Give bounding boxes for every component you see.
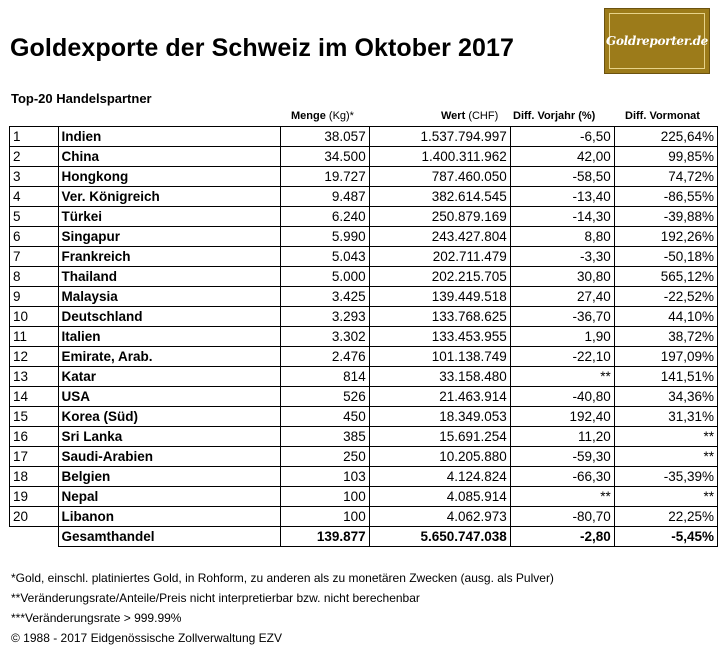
rank-cell: 17 — [10, 447, 59, 467]
diff-year-cell: -58,50 — [510, 167, 614, 187]
header-qty — [291, 110, 354, 122]
table-row — [10, 387, 718, 407]
value-cell: 4.062.973 — [369, 507, 510, 527]
header-diff-month — [625, 110, 700, 122]
total-value: 5.650.747.038 — [369, 527, 510, 547]
country-cell: Italien — [58, 327, 281, 347]
qty-cell: 38.057 — [281, 127, 369, 147]
rank-cell: 7 — [10, 247, 59, 267]
header-qty-unit: (Kg)* — [328, 110, 354, 122]
diff-year-cell: -6,50 — [510, 127, 614, 147]
rank-cell: 12 — [10, 347, 59, 367]
diff-month-cell: 225,64% — [614, 127, 717, 147]
diff-month-cell: 192,26% — [614, 227, 717, 247]
diff-month-cell: ** — [614, 487, 717, 507]
value-cell: 33.158.480 — [369, 367, 510, 387]
table-row — [10, 267, 718, 287]
total-qty: 139.877 — [281, 527, 369, 547]
table-row — [10, 407, 718, 427]
qty-cell: 2.476 — [281, 347, 369, 367]
header-value-unit: (CHF) — [468, 110, 499, 122]
qty-cell: 6.240 — [281, 207, 369, 227]
value-cell: 133.768.625 — [369, 307, 510, 327]
qty-cell: 5.043 — [281, 247, 369, 267]
diff-month-cell: -22,52% — [614, 287, 717, 307]
qty-cell: 103 — [281, 467, 369, 487]
table-row — [10, 507, 718, 527]
value-cell: 4.085.914 — [369, 487, 510, 507]
table-row — [10, 187, 718, 207]
qty-cell: 19.727 — [281, 167, 369, 187]
value-cell: 4.124.824 — [369, 467, 510, 487]
rank-cell: 8 — [10, 267, 59, 287]
diff-month-cell: 31,31% — [614, 407, 717, 427]
value-cell: 1.537.794.997 — [369, 127, 510, 147]
goldreporter-logo — [604, 8, 710, 74]
diff-month-cell: 74,72% — [614, 167, 717, 187]
qty-cell: 100 — [281, 487, 369, 507]
table-row — [10, 207, 718, 227]
diff-month-cell: 565,12% — [614, 267, 717, 287]
country-cell: Indien — [58, 127, 281, 147]
table-row — [10, 487, 718, 507]
diff-month-cell: 197,09% — [614, 347, 717, 367]
total-diff-year: -2,80 — [510, 527, 614, 547]
diff-year-cell: 42,00 — [510, 147, 614, 167]
country-cell: Korea (Süd) — [58, 407, 281, 427]
diff-year-cell: ** — [510, 487, 614, 507]
value-cell: 139.449.518 — [369, 287, 510, 307]
value-cell: 787.460.050 — [369, 167, 510, 187]
diff-year-cell: 11,20 — [510, 427, 614, 447]
rank-cell: 6 — [10, 227, 59, 247]
value-cell: 243.427.804 — [369, 227, 510, 247]
logo-text: Goldreporter.de — [606, 34, 708, 48]
diff-month-cell: -35,39% — [614, 467, 717, 487]
value-cell: 250.879.169 — [369, 207, 510, 227]
diff-year-cell: -14,30 — [510, 207, 614, 227]
rank-cell: 11 — [10, 327, 59, 347]
table-row — [10, 367, 718, 387]
page-title: Goldexporte der Schweiz im Oktober 2017 — [10, 34, 515, 62]
value-cell: 15.691.254 — [369, 427, 510, 447]
qty-cell: 450 — [281, 407, 369, 427]
country-cell: Sri Lanka — [58, 427, 281, 447]
diff-year-cell: 30,80 — [510, 267, 614, 287]
table-row — [10, 467, 718, 487]
country-cell: Thailand — [58, 267, 281, 287]
table-row — [10, 307, 718, 327]
value-cell: 101.138.749 — [369, 347, 510, 367]
value-cell: 1.400.311.962 — [369, 147, 510, 167]
rank-cell: 16 — [10, 427, 59, 447]
qty-cell: 5.990 — [281, 227, 369, 247]
country-cell: Katar — [58, 367, 281, 387]
copyright: © 1988 - 2017 Eidgenössische Zollverwaltung EZV — [11, 631, 282, 645]
diff-month-cell: 99,85% — [614, 147, 717, 167]
table-row — [10, 167, 718, 187]
footnote-3: ***Veränderungsrate > 999.99% — [11, 611, 182, 625]
header-value — [441, 110, 498, 122]
diff-year-cell: ** — [510, 367, 614, 387]
country-cell: USA — [58, 387, 281, 407]
qty-cell: 526 — [281, 387, 369, 407]
diff-month-cell: 141,51% — [614, 367, 717, 387]
footnotes — [11, 568, 554, 648]
table-subtitle: Top-20 Handelspartner — [11, 91, 152, 106]
table-row — [10, 447, 718, 467]
country-cell: Saudi-Arabien — [58, 447, 281, 467]
header-diff-year — [513, 110, 595, 122]
rank-cell: 10 — [10, 307, 59, 327]
diff-year-cell: -59,30 — [510, 447, 614, 467]
diff-year-cell: -3,30 — [510, 247, 614, 267]
total-label: Gesamthandel — [58, 527, 281, 547]
table-row — [10, 147, 718, 167]
footnote-2: **Veränderungsrate/Anteile/Preis nicht interpretierbar bzw. nicht berechenbar — [11, 591, 420, 605]
qty-cell: 9.487 — [281, 187, 369, 207]
diff-month-cell: 38,72% — [614, 327, 717, 347]
diff-year-cell: -40,80 — [510, 387, 614, 407]
rank-cell: 4 — [10, 187, 59, 207]
diff-month-cell: -86,55% — [614, 187, 717, 207]
country-cell: Deutschland — [58, 307, 281, 327]
trade-partners-table — [9, 126, 718, 547]
header-value-label: Wert — [441, 110, 466, 122]
table-row — [10, 327, 718, 347]
table-row — [10, 287, 718, 307]
country-cell: Nepal — [58, 487, 281, 507]
qty-cell: 100 — [281, 507, 369, 527]
header-diff-year-label: Diff. Vorjahr (%) — [513, 110, 596, 122]
diff-year-cell: 8,80 — [510, 227, 614, 247]
country-cell: Singapur — [58, 227, 281, 247]
table-row — [10, 347, 718, 367]
qty-cell: 250 — [281, 447, 369, 467]
value-cell: 21.463.914 — [369, 387, 510, 407]
diff-year-cell: -80,70 — [510, 507, 614, 527]
country-cell: Ver. Königreich — [58, 187, 281, 207]
rank-cell: 2 — [10, 147, 59, 167]
value-cell: 18.349.053 — [369, 407, 510, 427]
value-cell: 133.453.955 — [369, 327, 510, 347]
rank-cell: 20 — [10, 507, 59, 527]
diff-month-cell: ** — [614, 447, 717, 467]
value-cell: 382.614.545 — [369, 187, 510, 207]
qty-cell: 814 — [281, 367, 369, 387]
country-cell: Libanon — [58, 507, 281, 527]
country-cell: China — [58, 147, 281, 167]
logo-frame — [606, 13, 708, 69]
diff-year-cell: -22,10 — [510, 347, 614, 367]
diff-month-cell: 44,10% — [614, 307, 717, 327]
diff-year-cell: -66,30 — [510, 467, 614, 487]
total-diff-month: -5,45% — [614, 527, 717, 547]
rank-cell: 9 — [10, 287, 59, 307]
qty-cell: 5.000 — [281, 267, 369, 287]
country-cell: Belgien — [58, 467, 281, 487]
rank-cell: 14 — [10, 387, 59, 407]
country-cell: Türkei — [58, 207, 281, 227]
total-rank-empty — [10, 527, 59, 547]
value-cell: 202.711.479 — [369, 247, 510, 267]
rank-cell: 18 — [10, 467, 59, 487]
country-cell: Frankreich — [58, 247, 281, 267]
diff-month-cell: -50,18% — [614, 247, 717, 267]
footnote-1: *Gold, einschl. platiniertes Gold, in Rohform, zu anderen als zu monetären Zwecken (ausg. als Pulver) — [11, 571, 554, 585]
value-cell: 10.205.880 — [369, 447, 510, 467]
country-cell: Malaysia — [58, 287, 281, 307]
qty-cell: 3.425 — [281, 287, 369, 307]
table-row — [10, 427, 718, 447]
table-row — [10, 247, 718, 267]
qty-cell: 3.302 — [281, 327, 369, 347]
diff-year-cell: -36,70 — [510, 307, 614, 327]
value-cell: 202.215.705 — [369, 267, 510, 287]
header-diff-month-label: Diff. Vormonat — [625, 110, 700, 122]
diff-month-cell: ** — [614, 427, 717, 447]
qty-cell: 385 — [281, 427, 369, 447]
rank-cell: 3 — [10, 167, 59, 187]
qty-cell: 34.500 — [281, 147, 369, 167]
diff-year-cell: 192,40 — [510, 407, 614, 427]
table-row — [10, 127, 718, 147]
diff-year-cell: 1,90 — [510, 327, 614, 347]
diff-year-cell: -13,40 — [510, 187, 614, 207]
diff-month-cell: -39,88% — [614, 207, 717, 227]
table-row — [10, 227, 718, 247]
diff-month-cell: 22,25% — [614, 507, 717, 527]
rank-cell: 1 — [10, 127, 59, 147]
country-cell: Hongkong — [58, 167, 281, 187]
diff-year-cell: 27,40 — [510, 287, 614, 307]
qty-cell: 3.293 — [281, 307, 369, 327]
rank-cell: 5 — [10, 207, 59, 227]
rank-cell: 15 — [10, 407, 59, 427]
header-qty-label: Menge — [291, 110, 326, 122]
total-row — [10, 527, 718, 547]
rank-cell: 13 — [10, 367, 59, 387]
diff-month-cell: 34,36% — [614, 387, 717, 407]
country-cell: Emirate, Arab. — [58, 347, 281, 367]
rank-cell: 19 — [10, 487, 59, 507]
